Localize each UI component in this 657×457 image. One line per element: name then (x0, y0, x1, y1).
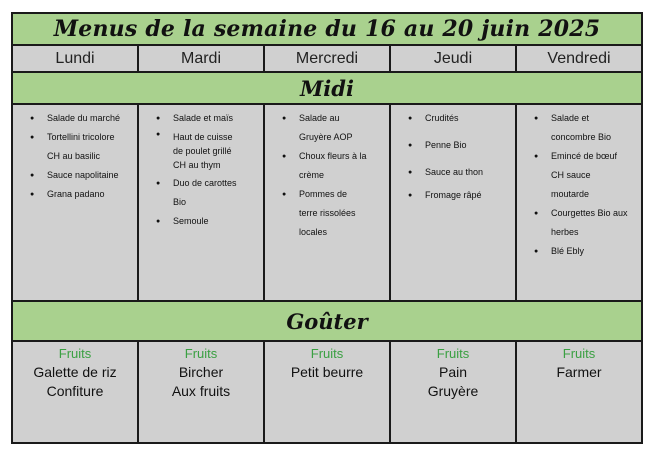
menu-item: ● Haut de cuisse de poulet grillé CH au thym (173, 128, 239, 174)
snack-fruit: Fruits (562, 346, 596, 361)
snack-item: Gruyère (427, 383, 479, 399)
page-title: Menus de la semaine du 16 au 20 juin 2025 (13, 14, 641, 46)
snack-tuesday (139, 342, 265, 442)
lunch-tuesday (139, 105, 265, 300)
menu-item: ● Penne Bio (425, 136, 511, 155)
lunch-thursday (391, 105, 517, 300)
day-friday: Vendredi (547, 49, 611, 67)
lunch-monday (13, 105, 139, 300)
menu-sheet (11, 12, 643, 444)
lunch-row (13, 105, 641, 300)
snack-friday (517, 342, 641, 442)
day-wednesday: Mercredi (265, 46, 391, 71)
menu-item: ● Salade et maïs (173, 109, 239, 128)
menu-item: ● Emincé de bœuf CH sauce moutarde (551, 147, 629, 204)
menu-item: ● Tortellini tricolore CH au basilic (47, 128, 127, 166)
snack-item: Confiture (46, 383, 104, 399)
snack-fruit: Fruits (436, 346, 470, 361)
day-thursday: Jeudi (391, 46, 517, 71)
snack-item: Petit beurre (290, 364, 364, 380)
menu-item: ● Salade du marché (47, 109, 127, 128)
menu-item: ● Choux fleurs à la crème (299, 147, 367, 185)
snack-item: Farmer (556, 364, 602, 380)
lunch-wednesday (265, 105, 391, 300)
snack-fruit: Fruits (310, 346, 344, 361)
lunch-list (391, 105, 515, 205)
day-monday: Lundi (13, 46, 139, 71)
snack-item: Aux fruits (171, 383, 231, 399)
menu-item: ● Blé Ebly (551, 242, 629, 261)
snack-row (13, 342, 641, 442)
menu-item: ● Grana padano (47, 185, 127, 204)
menu-item: ● Courgettes Bio aux herbes (551, 204, 629, 242)
snack-wednesday (265, 342, 391, 442)
menu-item: ● Crudités (425, 109, 511, 128)
menu-item: ● Duo de carottes Bio (173, 174, 239, 212)
snack-item: Galette de riz (33, 364, 117, 380)
lunch-list (13, 105, 137, 204)
snack-item: Bircher (178, 364, 224, 380)
menu-item: ● Sauce napolitaine (47, 166, 127, 185)
menu-item: ● Fromage râpé (425, 186, 511, 205)
snack-thursday (391, 342, 517, 442)
day-header-row (13, 46, 641, 73)
lunch-section-title: Midi (13, 73, 641, 105)
snack-item: Pain (438, 364, 468, 380)
lunch-list (139, 105, 263, 231)
snack-fruit: Fruits (184, 346, 218, 361)
menu-item: ● Semoule (173, 212, 239, 231)
menu-item: ● Sauce au thon (425, 163, 511, 182)
menu-item: ● Salade au Gruyère AOP (299, 109, 367, 147)
menu-item: ● Salade et concombre Bio (551, 109, 629, 147)
snack-fruit: Fruits (58, 346, 92, 361)
menu-item: ● Pommes de terre rissolées locales (299, 185, 367, 242)
day-tuesday: Mardi (139, 46, 265, 71)
snack-section-title: Goûter (13, 300, 641, 342)
lunch-list (517, 105, 641, 261)
lunch-friday (517, 105, 641, 300)
lunch-list (265, 105, 389, 242)
snack-monday (13, 342, 139, 442)
